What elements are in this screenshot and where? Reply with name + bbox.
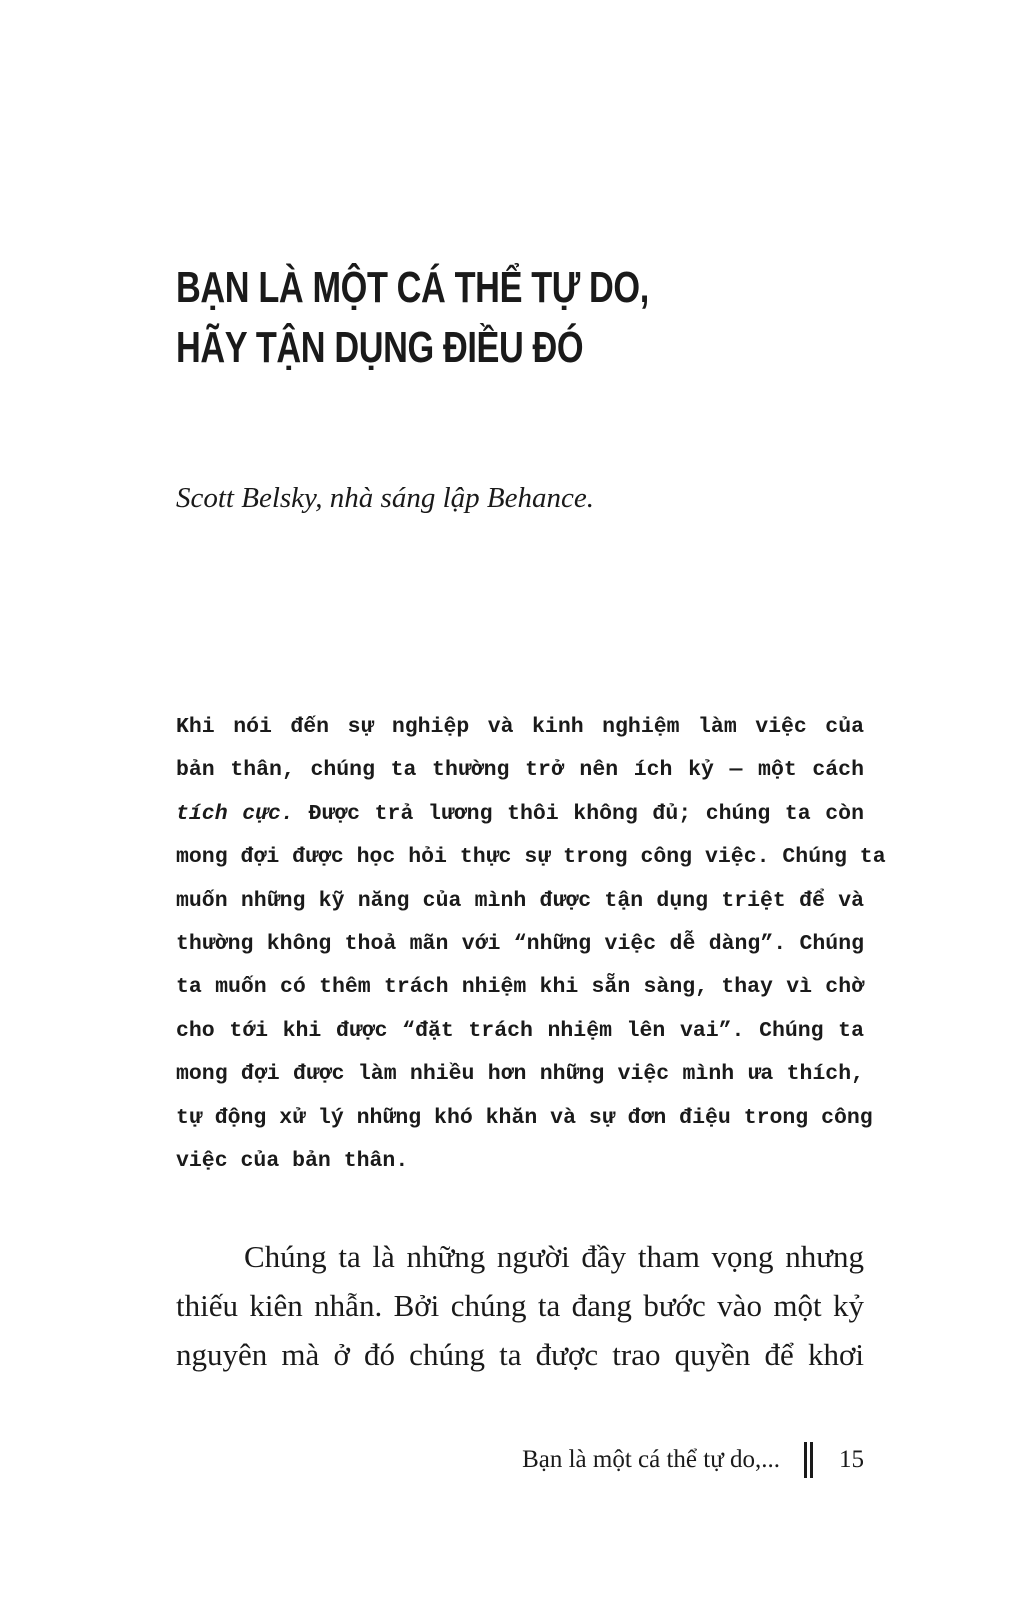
footer-divider (804, 1442, 813, 1478)
body-paragraph (176, 1232, 864, 1379)
quote-line: muốn những kỹ năng của mình được tận dụng triệt để và (176, 888, 864, 913)
quote-line: mong đợi được học hỏi thực sự trong công việc. Chúng ta (176, 845, 886, 870)
quote-line: mong đợi được làm nhiều hơn những việc mình ưa thích, (176, 1062, 864, 1087)
quote-line: tự động xử lý những khó khăn và sự đơn điệu trong công (176, 1105, 873, 1130)
quote-line (176, 793, 864, 836)
chapter-title-line-1: BẠN LÀ MỘT CÁ THỂ TỰ DO, (176, 263, 649, 312)
running-head: Bạn là một cá thể tự do,... (522, 1446, 780, 1473)
body-line: Chúng ta là những người đầy tham vọng nhưng (244, 1239, 864, 1274)
quote-emphasis: tích cực. (176, 801, 294, 826)
page-number: 15 (839, 1446, 864, 1473)
quote-line: ta muốn có thêm trách nhiệm khi sẵn sàng, thay vì chờ (176, 975, 864, 1000)
body-line: nguyên mà ở đó chúng ta được trao quyền để khơi (176, 1337, 864, 1372)
quote-line: cho tới khi được “đặt trách nhiệm lên vai”. Chúng ta (176, 1018, 864, 1043)
quote-line: bản thân, chúng ta thường trở nên ích kỷ — một cách (176, 758, 864, 783)
quote-line-rest: Được trả lương thôi không đủ; chúng ta còn (293, 801, 864, 826)
quote-line: việc của bản thân. (176, 1148, 409, 1173)
epigraph-quote (176, 706, 886, 1183)
quote-line: Khi nói đến sự nghiệp và kinh nghiệm làm việc của (176, 715, 864, 739)
chapter-title-line-2: HÃY TẬN DỤNG ĐIỀU ĐÓ (176, 323, 584, 372)
page-footer (522, 1442, 864, 1478)
body-line: thiếu kiên nhẫn. Bởi chúng ta đang bước vào một kỷ (176, 1288, 864, 1323)
chapter-title (176, 258, 738, 378)
quote-line: thường không thoả mãn với “những việc dễ dàng”. Chúng (176, 931, 864, 956)
chapter-attribution: Scott Belsky, nhà sáng lập Behance. (176, 482, 594, 514)
